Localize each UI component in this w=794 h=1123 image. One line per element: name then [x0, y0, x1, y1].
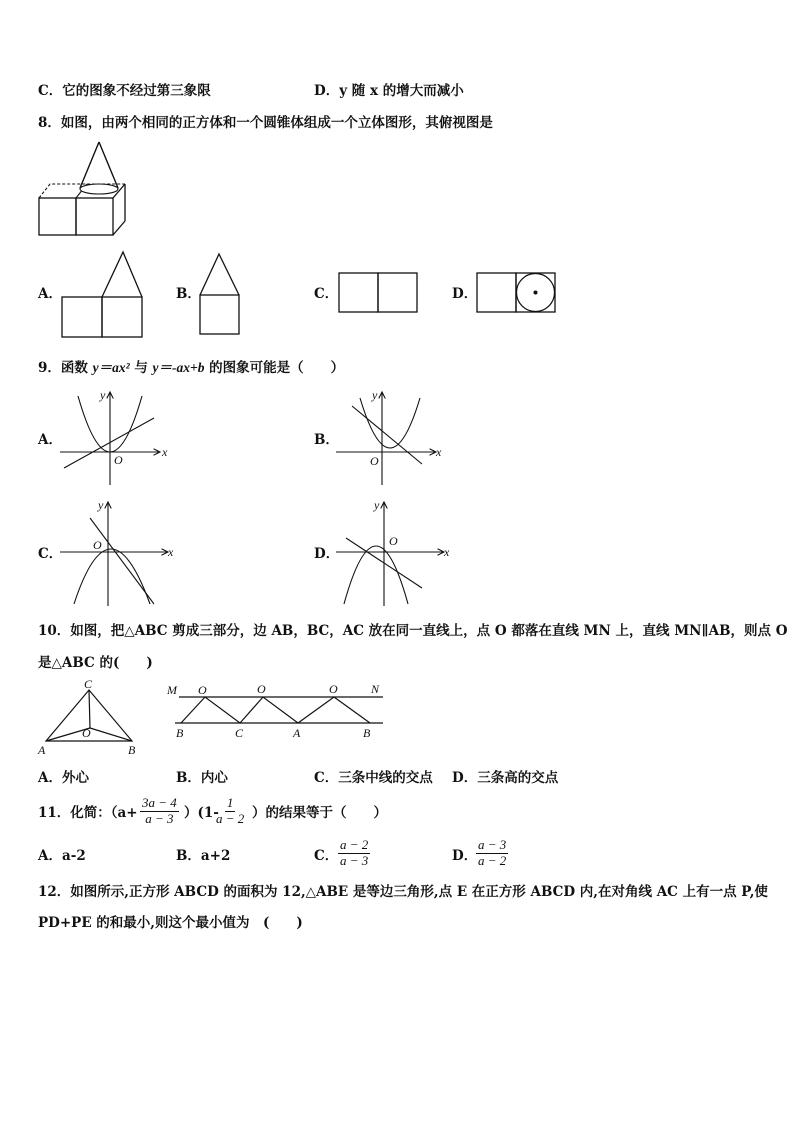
q9-c-origin: O: [93, 538, 102, 552]
q10-triangle-figure: [36, 678, 146, 758]
q10-option-b: B．内心: [176, 770, 228, 786]
q9-d-y-label: y: [374, 498, 380, 512]
q8-stem: 8．如图，由两个相同的正方体和一个圆锥体组成一个立体图形，其俯视图是: [38, 115, 493, 131]
q9-label-b: B．: [314, 432, 339, 448]
q9-c-x-label: x: [168, 545, 174, 559]
q9-b-x-label: x: [436, 445, 442, 459]
q9-a-origin: O: [114, 453, 123, 467]
q11-option-c-fraction: $\frac{a - 2}{a - 3}$: [340, 837, 369, 868]
q10-strip-m: M: [167, 683, 177, 697]
q11-fraction-1: $\frac{3a - 4}{a - 3}$: [142, 795, 177, 826]
q10-stem-line1: 10．如图，把△ABC 剪成三部分，边 AB，BC，AC 放在同一直线上，点 O 都落在直线 MN 上，直线 MN∥AB，则点 O: [38, 623, 788, 639]
q8-option-c-figure: [338, 272, 423, 317]
q9-graph-a: [60, 388, 180, 488]
q8-solid-figure: [36, 138, 136, 238]
q11-fraction-2: $\frac{1}{a - 2}$: [216, 795, 245, 826]
q10-option-a: A．外心: [38, 770, 89, 786]
q9-a-y-label: y: [100, 388, 106, 402]
q10-strip-b2: B: [363, 726, 371, 740]
q10-tri-o: O: [82, 726, 91, 740]
q10-strip-o1: O: [198, 683, 207, 697]
q11-stem-suffix: ）的结果等于（ ）: [252, 805, 387, 821]
q8-option-a-figure: [60, 248, 150, 343]
q10-strip-n: N: [371, 682, 380, 696]
q9-label-d: D．: [314, 546, 340, 562]
q7-option-c: C．它的图象不经过第三象限: [38, 83, 211, 99]
q9-label-a: A．: [38, 432, 62, 448]
q8-label-d: D．: [452, 286, 478, 302]
q9-d-origin: O: [389, 534, 398, 548]
q11-stem-prefix: 11．化简：（a+: [38, 805, 138, 821]
q8-label-b: B．: [176, 286, 201, 302]
q8-label-a: A．: [38, 286, 62, 302]
q11-stem-mid: ）(1-: [184, 805, 219, 821]
q9-b-y-label: y: [372, 388, 378, 402]
q8-option-d-figure: [476, 272, 561, 317]
q11-option-d-fraction: $\frac{a - 3}{a - 2}$: [478, 837, 507, 868]
q10-strip-c: C: [235, 726, 244, 740]
q10-stem-line2: 是△ABC 的( ): [38, 655, 153, 671]
q9-b-origin: O: [370, 454, 379, 468]
q9-graph-d: [336, 498, 466, 608]
q10-strip-o3: O: [329, 682, 338, 696]
q9-stem: 9．函数 y＝ax² 与 y＝-ax+b 的图象可能是（ ）: [38, 360, 345, 376]
q10-strip-b1: B: [176, 726, 184, 740]
q9-c-y-label: y: [98, 498, 104, 512]
q9-d-x-label: x: [444, 545, 450, 559]
q11-option-c-label: C．: [314, 848, 339, 864]
q8-option-b-figure: [198, 252, 248, 342]
q10-tri-a: A: [38, 743, 46, 757]
q10-tri-b: B: [128, 743, 136, 757]
q9-func1: y＝ax²: [92, 360, 130, 375]
q9-graph-b: [336, 388, 456, 488]
q10-tri-c: C: [84, 677, 93, 691]
q9-graph-c: [60, 498, 180, 608]
q10-option-d: D．三条高的交点: [452, 770, 559, 786]
q10-strip-o2: O: [257, 682, 266, 696]
q11-option-b: B．a+2: [176, 848, 231, 864]
q9-a-x-label: x: [162, 445, 168, 459]
q9-func2: y＝-ax+b: [152, 360, 205, 375]
q12-stem-line2: PD+PE 的和最小,则这个最小值为 ( ): [38, 915, 303, 931]
q11-option-a: A．a-2: [38, 848, 86, 864]
q8-label-c: C．: [314, 286, 339, 302]
q7-option-d: D．y 随 x 的增大而减小: [314, 83, 464, 99]
q10-option-c: C．三条中线的交点: [314, 770, 433, 786]
q11-option-d-label: D．: [452, 848, 478, 864]
q10-strip-figure: [165, 680, 395, 745]
q12-stem-line1: 12．如图所示,正方形 ABCD 的面积为 12,△ABE 是等边三角形,点 E 在正方形 ABCD 内,在对角线 AC 上有一点 P,使: [38, 884, 768, 900]
q9-label-c: C．: [38, 546, 63, 562]
q10-strip-a: A: [293, 726, 301, 740]
